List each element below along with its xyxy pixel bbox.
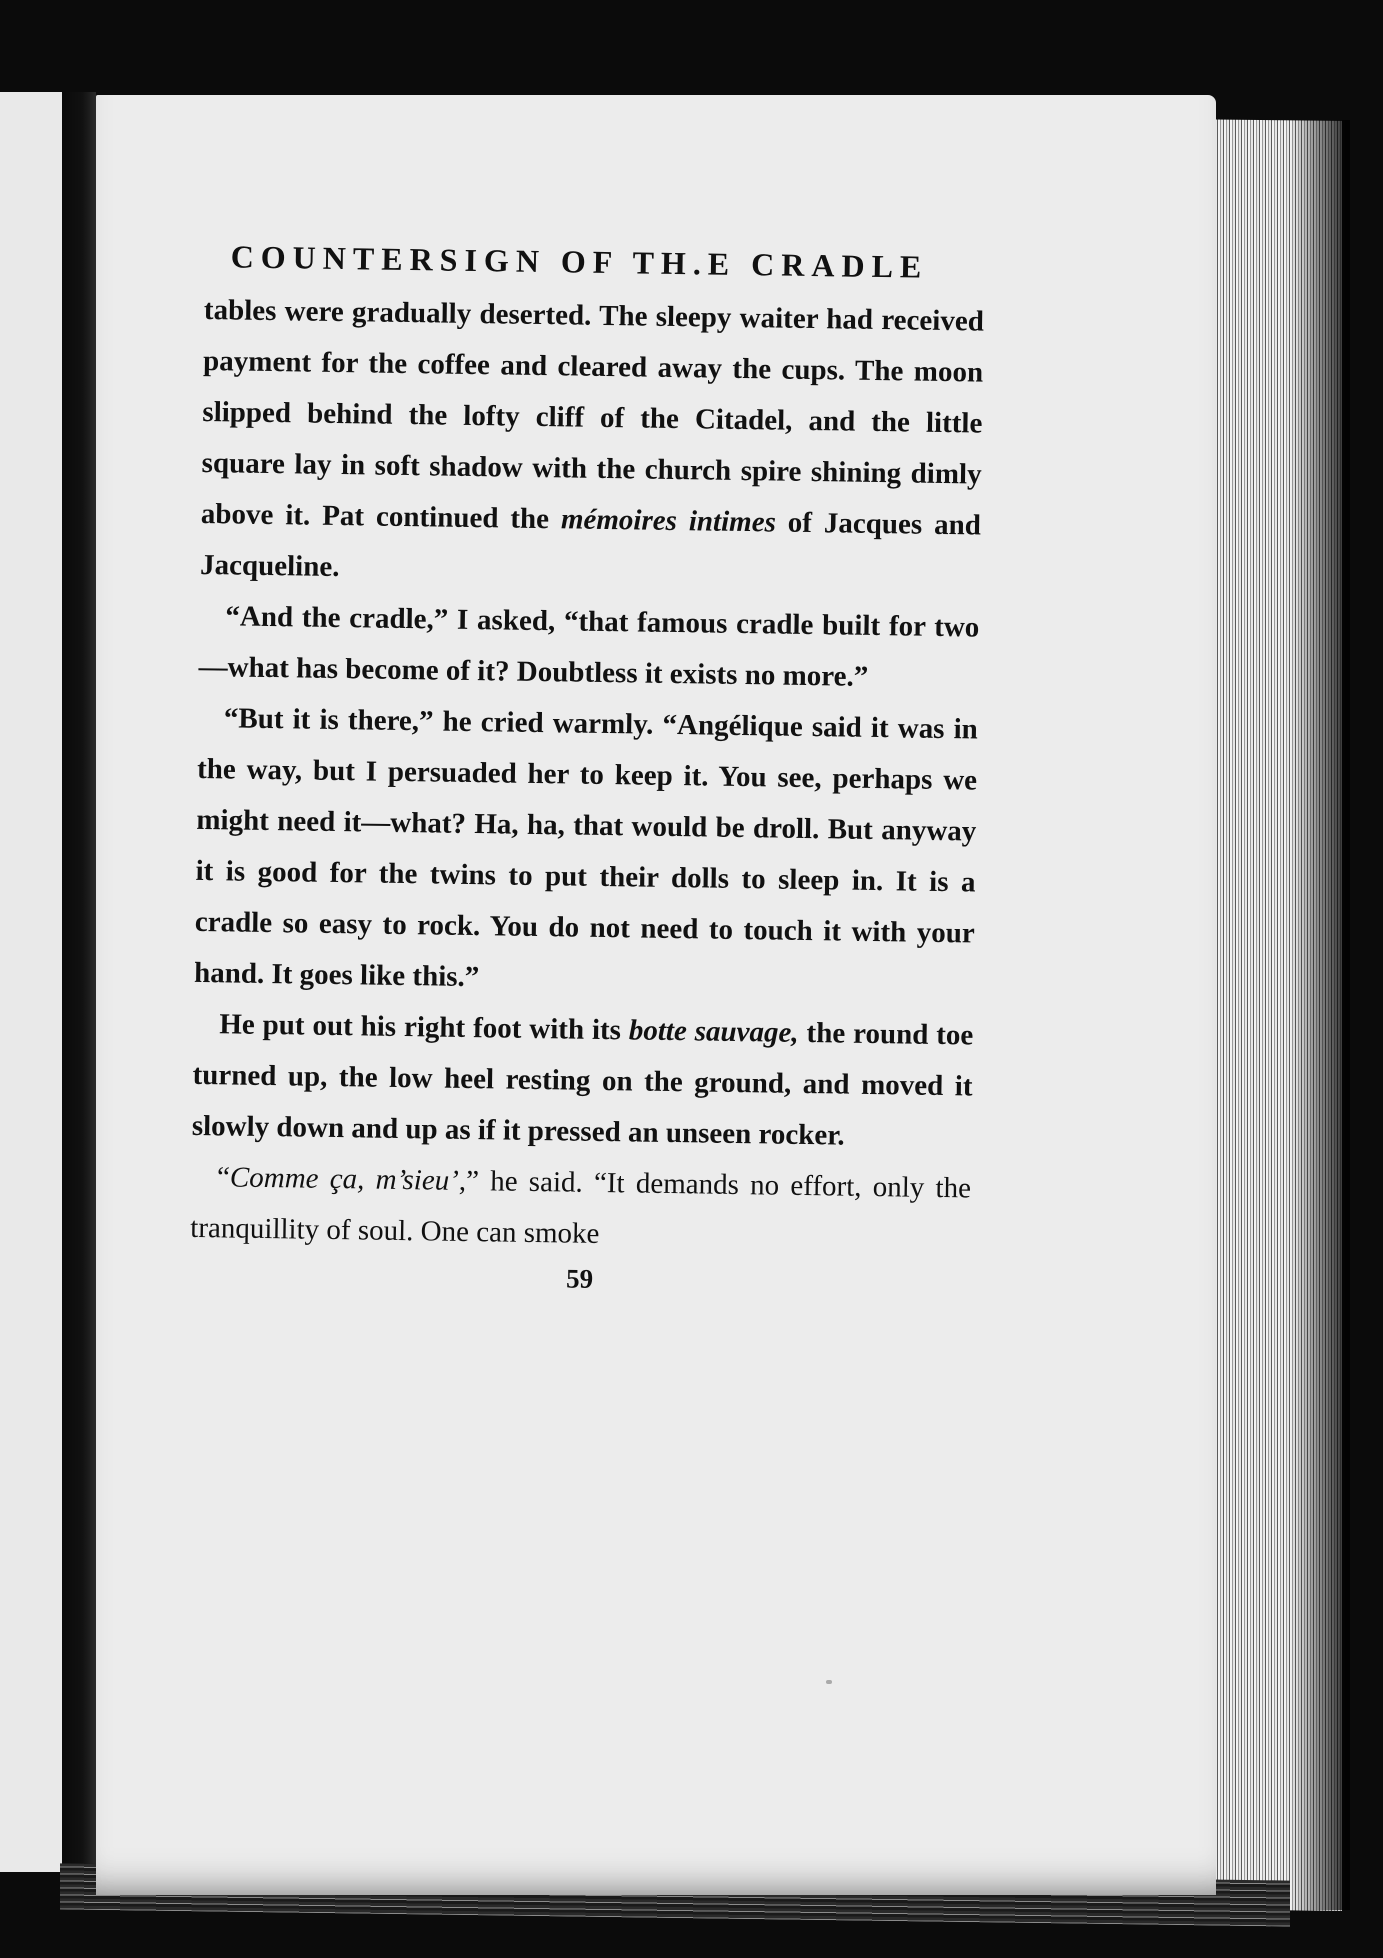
paper-speck [826, 1680, 832, 1684]
paragraph-5-text-b: ,” he said. “It demands no effort, only the tranquillity of soul. One can smoke [190, 1164, 972, 1250]
paragraph-5-italic: Comme ça, m’sieu’ [229, 1161, 460, 1197]
paragraph-5-text-a: “ [216, 1161, 231, 1194]
paragraph-4-text-a: He put out his right foot with its [219, 1008, 630, 1047]
page-text [189, 238, 985, 1300]
page-number: 59 [565, 1263, 594, 1294]
paragraph-5 [190, 1152, 971, 1266]
fore-edge-shadow [1290, 120, 1350, 1910]
paragraph-1 [200, 285, 984, 603]
running-head: COUNTERSIGN OF TH.E CRADLE [230, 238, 929, 285]
paragraph-2: “And the cradle,” I asked, “that famous cradle built for two—what has become of it? Doubtless it exists no more.” [198, 600, 980, 693]
previous-page-edge [0, 92, 62, 1872]
paragraph-4-italic: botte sauvage, [628, 1014, 799, 1049]
paragraph-4-text-b: the round toe turned up, the low heel resting on the ground, and moved it slowly down and up as if it pressed an unseen rocker. [191, 1016, 974, 1152]
paragraph-1-text-b: of Jacques and Jacqueline. [199, 506, 982, 584]
paragraph-1-italic: mémoires intimes [560, 503, 777, 539]
paragraph-4 [191, 999, 973, 1164]
paragraph-1-text-a: tables were gradually deserted. The sleepy waiter had received payment for the coffee and cleared away the cups. The moon slipped behind the lofty cliff of the Citadel, and the little square lay in soft shadow with the church spire shining dimly above it. Pat continued the [200, 293, 985, 536]
book-gutter [62, 92, 96, 1892]
paragraph-3: “But it is there,” he cried warmly. “Angélique said it was in the way, but I persuaded her to keep it. You see, perhaps we might need it—what? Ha, ha, that would be droll. But anyway it is good for the twins to put their dolls to sleep in. It is a cradle so easy to rock. You do not need to touch it with your hand. It goes like this.” [193, 702, 979, 994]
